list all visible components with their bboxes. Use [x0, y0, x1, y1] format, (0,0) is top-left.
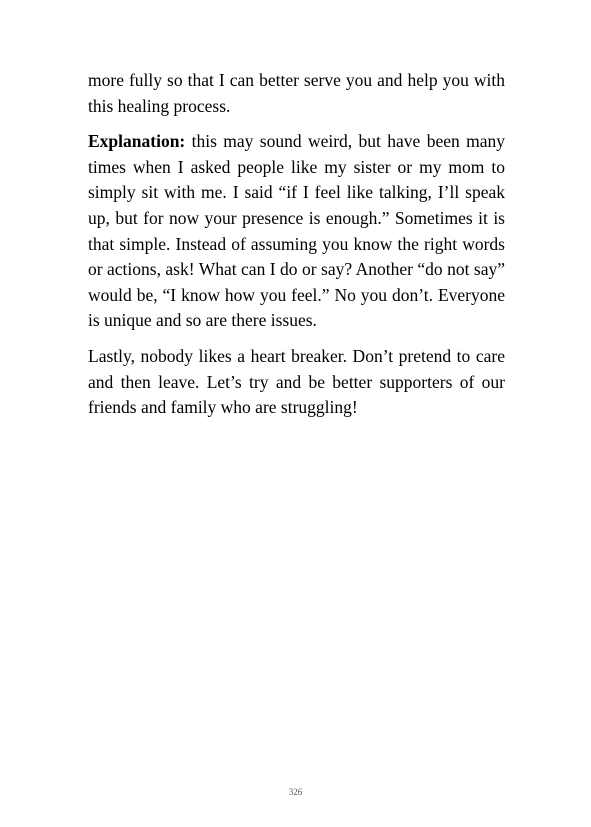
paragraph-text: more fully so that I can better serve you and help you with this healing process. — [88, 70, 505, 116]
paragraph-lastly — [88, 344, 505, 421]
paragraph-explanation — [88, 129, 505, 334]
page-number: 326 — [288, 787, 303, 797]
paragraph-text: Lastly, nobody likes a heart breaker. Don’t pretend to care and then leave. Let’s try and be better supporters of our friends and family who are struggling! — [88, 345, 505, 418]
explanation-label: Explanation: — [88, 131, 186, 152]
paragraph-text: this may sound weird, but have been many times when I asked people like my sister or my mom to simply sit with me. I said “if I feel like talking, I’ll speak up, but for now your presence is enough.” Sometimes it is that simple. Instead of assuming you know the right words or actions, ask! What can I do or say? Another “do not say” would be, “I know how you feel.” No you don’t. Everyone is unique and so are there issues. — [88, 131, 505, 331]
body-text — [88, 68, 505, 431]
paragraph-continuation — [88, 68, 505, 119]
